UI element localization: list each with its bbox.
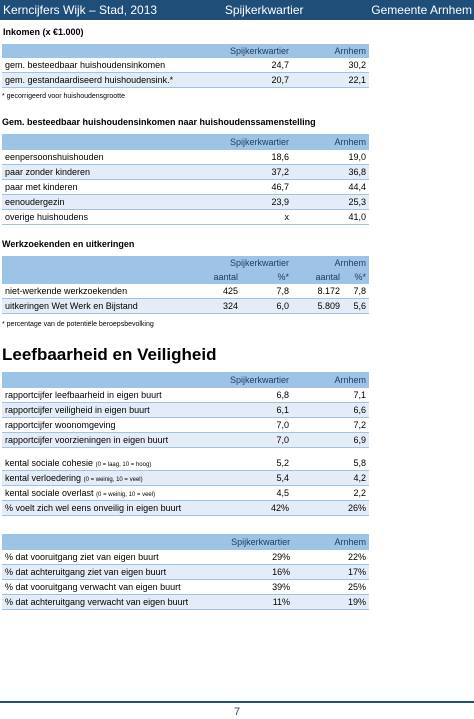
table-row [2, 403, 369, 418]
table-row [2, 195, 369, 210]
cell-value: 7,8 [241, 284, 292, 299]
table-row [2, 210, 369, 225]
table-row [2, 471, 369, 486]
row-label: % dat achteruitgang verwacht van eigen buurt [2, 595, 191, 610]
table-row [2, 73, 369, 88]
footer-divider [0, 701, 474, 703]
werk-title: Werkzoekenden en uitkeringen [2, 239, 135, 249]
cell-value: 36,8 [292, 165, 369, 180]
cell-value: 4,2 [292, 471, 369, 486]
table-row [2, 580, 369, 595]
cell-value: 37,2 [189, 165, 292, 180]
cell-value: 8.172 [292, 284, 343, 299]
cell-value: 19% [293, 595, 369, 610]
column-header: Spijkerkwartier [189, 372, 292, 388]
cell-value: x [189, 210, 292, 225]
row-label: uitkeringen Wet Werk en Bijstand [2, 299, 189, 314]
row-label [2, 456, 189, 471]
cell-value: 42% [189, 501, 292, 516]
cell-value: 20,7 [189, 73, 292, 88]
table-row [2, 433, 369, 448]
cell-value: 30,2 [292, 58, 369, 73]
column-header: Arnhem [292, 44, 369, 58]
cell-value: 5.809 [292, 299, 343, 314]
row-label: % dat vooruitgang ziet van eigen buurt [2, 550, 191, 565]
cell-value: 29% [191, 550, 293, 565]
kental-label: kental verloedering [5, 473, 82, 483]
kental-scale: (0 = weinig, 10 = veel) [83, 477, 143, 483]
row-label: rapportcijfer leefbaarheid in eigen buurt [2, 388, 189, 403]
table-row [2, 165, 369, 180]
table-row [2, 299, 369, 314]
cell-value: 19,0 [292, 150, 369, 165]
cell-value: 41,0 [292, 210, 369, 225]
cell-value: 6,0 [241, 299, 292, 314]
kental-label: kental sociale overlast [5, 488, 94, 498]
cell-value: 7,0 [189, 418, 292, 433]
cell-value: 6,9 [292, 433, 369, 448]
table-header [2, 134, 369, 150]
row-label: rapportcijfer voorzieningen in eigen buurt [2, 433, 189, 448]
cell-value: 22% [293, 550, 369, 565]
table-row [2, 550, 369, 565]
table-row [2, 180, 369, 195]
row-label: paar zonder kinderen [2, 165, 189, 180]
table-row [2, 595, 369, 610]
table-row [2, 58, 369, 73]
cell-value: 22,1 [292, 73, 369, 88]
cell-value: 7,2 [292, 418, 369, 433]
cell-value: 46,7 [189, 180, 292, 195]
table-row [2, 501, 369, 516]
page-header [0, 0, 474, 20]
cell-value: 23,9 [189, 195, 292, 210]
table-row [2, 456, 369, 471]
row-label: rapportcijfer woonomgeving [2, 418, 189, 433]
cell-value: 6,8 [189, 388, 292, 403]
cell-value: 425 [189, 284, 241, 299]
row-label: rapportcijfer veiligheid in eigen buurt [2, 403, 189, 418]
row-label: % voelt zich wel eens onveilig in eigen buurt [2, 501, 189, 516]
cell-value: 44,4 [292, 180, 369, 195]
cell-value: 25,3 [292, 195, 369, 210]
table-header [2, 44, 369, 58]
cell-value: 17% [293, 565, 369, 580]
samenstelling-title: Gem. besteedbaar huishoudensinkomen naar huishoudenssamenstelling [2, 117, 316, 127]
row-label: paar met kinderen [2, 180, 189, 195]
row-label: % dat vooruitgang verwacht van eigen buurt [2, 580, 191, 595]
cell-value: 6,1 [189, 403, 292, 418]
column-header: Arnhem [292, 134, 369, 150]
column-header: Arnhem [292, 256, 369, 270]
table-row [2, 284, 369, 299]
row-label: overige huishoudens [2, 210, 189, 225]
table-header [2, 256, 369, 270]
kental-scale: (0 = weinig, 10 = veel) [96, 492, 156, 498]
cell-value: 5,8 [292, 456, 369, 471]
row-label: gem. gestandaardiseerd huishoudensink.* [2, 73, 189, 88]
column-header: Spijkerkwartier [191, 534, 293, 550]
cell-value: 16% [191, 565, 293, 580]
table-row [2, 388, 369, 403]
inkomen-footnote: * gecorrigeerd voor huishoudensgrootte [2, 93, 125, 100]
column-subheader: aantal [292, 270, 343, 284]
column-header: Spijkerkwartier [189, 134, 292, 150]
cell-value: 25% [293, 580, 369, 595]
row-label: niet-werkende werkzoekenden [2, 284, 189, 299]
column-subheader: %* [343, 270, 369, 284]
cell-value: 5,2 [189, 456, 292, 471]
table-row [2, 486, 369, 501]
cell-value: 5,4 [189, 471, 292, 486]
cell-value: 324 [189, 299, 241, 314]
row-label: eenoudergezin [2, 195, 189, 210]
header-left: Kerncijfers Wijk – Stad, 2013 [3, 3, 158, 17]
leefbaarheid-table [2, 372, 369, 516]
cell-value: 5,6 [343, 299, 369, 314]
column-header: Arnhem [293, 534, 369, 550]
werk-footnote: * percentage van de potentiële beroepsbevolking [2, 321, 154, 328]
cell-value: 4,5 [189, 486, 292, 501]
row-label [2, 486, 189, 501]
cell-value: 11% [191, 595, 293, 610]
ontwikkeling-table [2, 534, 369, 610]
column-subheader: aantal [189, 270, 241, 284]
table-header [2, 372, 369, 388]
column-subheader: %* [241, 270, 292, 284]
column-header: Spijkerkwartier [189, 256, 292, 270]
page-number: 7 [233, 706, 241, 718]
cell-value: 26% [292, 501, 369, 516]
cell-value: 2,2 [292, 486, 369, 501]
kental-scale: (0 = laag, 10 = hoog) [95, 462, 152, 468]
row-label [2, 471, 189, 486]
table-row [2, 565, 369, 580]
cell-value: 24,7 [189, 58, 292, 73]
cell-value: 7,8 [343, 284, 369, 299]
row-label: eenpersoonshuishouden [2, 150, 189, 165]
leefbaarheid-title: Leefbaarheid en Veiligheid [2, 345, 217, 364]
cell-value: 39% [191, 580, 293, 595]
column-header: Spijkerkwartier [189, 44, 292, 58]
kental-label: kental sociale cohesie [5, 458, 94, 468]
header-center: Spijkerkwartier [224, 3, 304, 17]
cell-value: 18,6 [189, 150, 292, 165]
table-header [2, 534, 369, 550]
table-row [2, 418, 369, 433]
table-row [2, 150, 369, 165]
cell-value: 7,1 [292, 388, 369, 403]
row-label: gem. besteedbaar huishoudensinkomen [2, 58, 189, 73]
table-subheader [2, 270, 369, 284]
werk-table [2, 256, 369, 314]
inkomen-table [2, 44, 369, 88]
inkomen-title: Inkomen (x €1.000) [3, 27, 84, 37]
column-header: Arnhem [292, 372, 369, 388]
cell-value: 7,0 [189, 433, 292, 448]
row-label: % dat achteruitgang ziet van eigen buurt [2, 565, 191, 580]
samenstelling-table [2, 134, 369, 225]
header-right: Gemeente Arnhem [371, 3, 472, 17]
cell-value: 6,6 [292, 403, 369, 418]
